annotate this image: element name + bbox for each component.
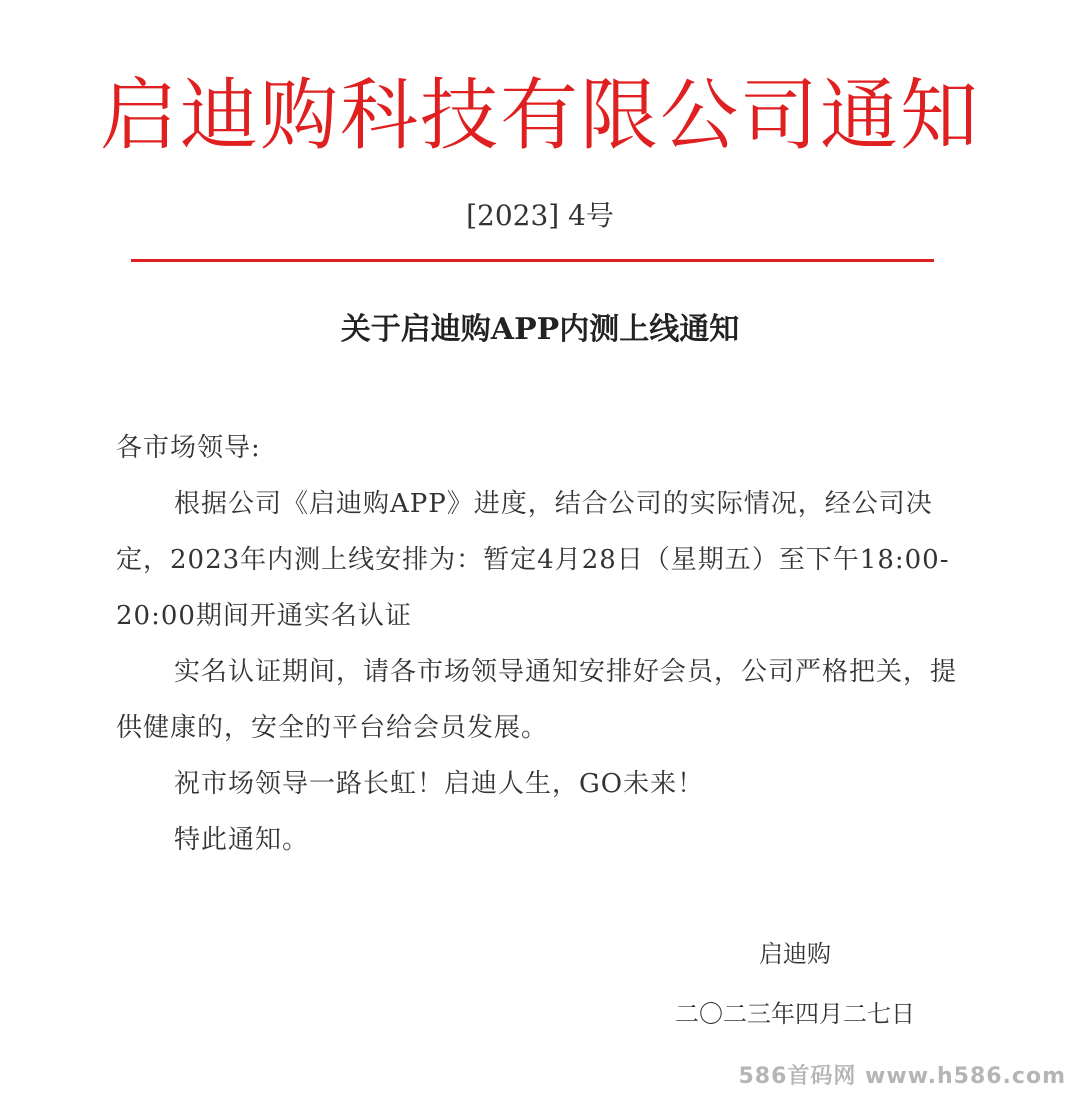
signature-date: 二〇二三年四月二七日 — [675, 1000, 915, 1028]
document-number: [2023] 4号 — [466, 199, 614, 232]
paragraph-wishes: 祝市场领导一路长虹！启迪人生，GO未来！ — [174, 769, 705, 799]
red-divider-line — [131, 259, 934, 262]
paragraph-closing: 特此通知。 — [174, 825, 310, 855]
paragraph-verification: 实名认证期间，请各市场领导通知安排好会员，公司严格把关，提供健康的，安全的平台给会员发展。 — [116, 657, 958, 743]
site-watermark: 586首码网 www.h586.com — [738, 1064, 1066, 1089]
notice-body — [116, 476, 976, 868]
notice-subject: 关于启迪购APP内测上线通知 — [340, 312, 740, 347]
paragraph-schedule: 根据公司《启迪购APP》进度，结合公司的实际情况，经公司决定，2023年内测上线安排为：暂定4月28日（星期五）至下午18:00-20:00期间开通实名认证 — [116, 489, 950, 631]
salutation: 各市场领导: — [116, 433, 261, 463]
signature-name: 启迪购 — [759, 940, 831, 968]
document-header-title: 启迪购科技有限公司通知 — [99, 71, 980, 161]
